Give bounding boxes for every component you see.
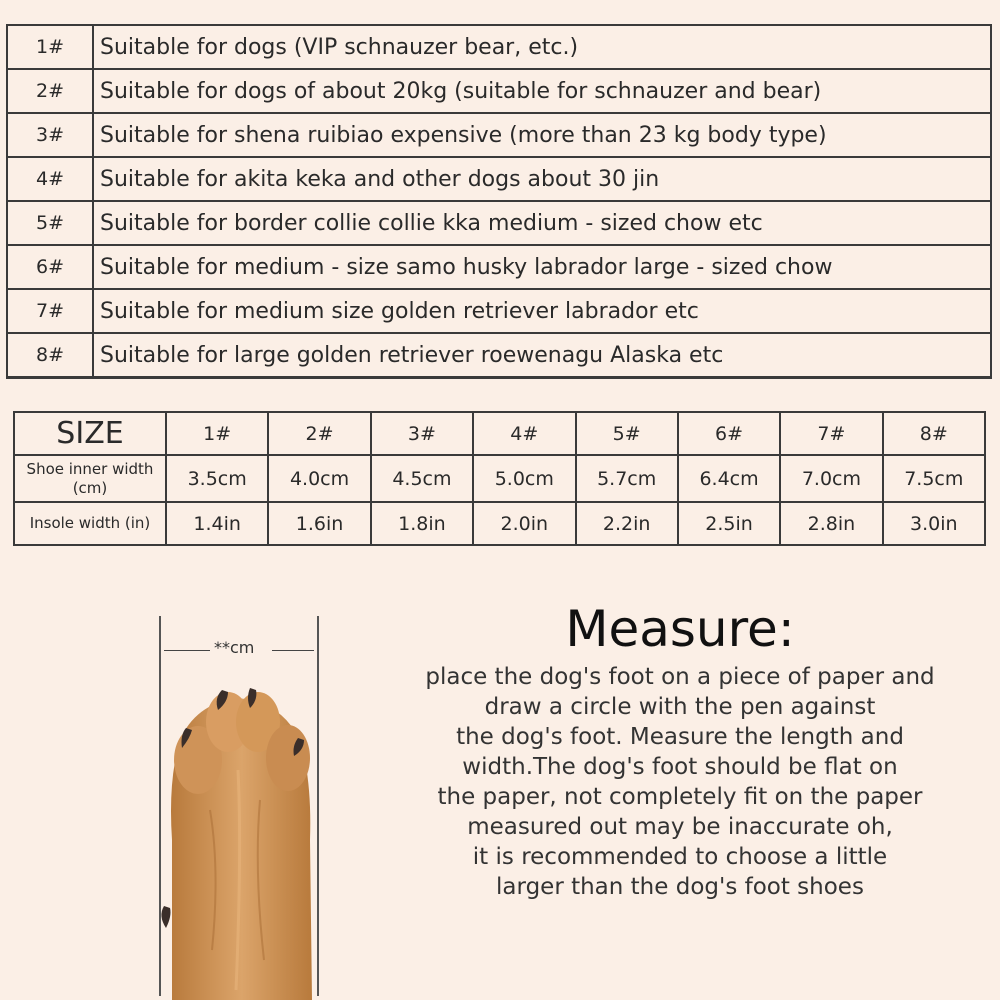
shoe-inner-width-cell: 7.5cm — [883, 455, 985, 502]
insole-width-cell: 1.6in — [268, 502, 370, 545]
table-row — [7, 201, 991, 245]
dog-paw-image — [150, 610, 330, 1000]
instruction-line: the dog's foot. Measure the length and — [456, 724, 904, 750]
size-number: 2# — [7, 69, 93, 113]
insole-width-cell: 2.0in — [473, 502, 575, 545]
instruction-line: place the dog's foot on a piece of paper and — [425, 664, 935, 690]
size-header-cell: 4# — [473, 412, 575, 455]
size-description: Suitable for akita keka and other dogs about 30 jin — [93, 157, 991, 201]
paw-illustration — [150, 610, 330, 1000]
shoe-inner-width-cell: 4.0cm — [268, 455, 370, 502]
instruction-line: measured out may be inaccurate oh, — [467, 814, 893, 840]
insole-width-cell: 3.0in — [883, 502, 985, 545]
size-header-cell: 8# — [883, 412, 985, 455]
size-number: 1# — [7, 25, 93, 69]
insole-width-cell: 2.8in — [780, 502, 882, 545]
insole-width-cell: 2.2in — [576, 502, 678, 545]
shoe-inner-width-cell: 7.0cm — [780, 455, 882, 502]
size-number: 6# — [7, 245, 93, 289]
size-header-cell: 2# — [268, 412, 370, 455]
shoe-inner-width-label: Shoe inner width (cm) — [14, 455, 166, 502]
instruction-line: width.The dog's foot should be flat on — [462, 754, 898, 780]
table-row — [7, 25, 991, 69]
shoe-inner-width-row — [14, 455, 985, 502]
insole-width-cell: 1.8in — [371, 502, 473, 545]
shoe-inner-width-cell: 4.5cm — [371, 455, 473, 502]
size-header-cell: 5# — [576, 412, 678, 455]
instruction-line: draw a circle with the pen against — [484, 694, 876, 720]
insole-width-label: Insole width (in) — [14, 502, 166, 545]
size-number: 3# — [7, 113, 93, 157]
size-description: Suitable for dogs (VIP schnauzer bear, etc.) — [93, 25, 991, 69]
table-row — [7, 333, 991, 378]
size-description: Suitable for dogs of about 20kg (suitable for schnauzer and bear) — [93, 69, 991, 113]
size-header-cell: 7# — [780, 412, 882, 455]
shoe-inner-width-cell: 5.7cm — [576, 455, 678, 502]
size-description: Suitable for shena ruibiao expensive (more than 23 kg body type) — [93, 113, 991, 157]
instruction-line: it is recommended to choose a little — [472, 844, 888, 870]
measure-instructions — [405, 662, 955, 902]
table-row — [7, 157, 991, 201]
size-number: 5# — [7, 201, 93, 245]
measure-width-label: **cm — [214, 638, 255, 657]
size-header-row — [14, 412, 985, 455]
size-number: 7# — [7, 289, 93, 333]
size-header-cell: 1# — [166, 412, 268, 455]
size-header-cell: 6# — [678, 412, 780, 455]
insole-width-cell: 2.5in — [678, 502, 780, 545]
shoe-inner-width-cell: 5.0cm — [473, 455, 575, 502]
instruction-line: the paper, not completely fit on the paper — [437, 784, 923, 810]
table-row — [7, 113, 991, 157]
table-row — [7, 69, 991, 113]
suitability-table — [6, 24, 992, 379]
size-number: 8# — [7, 333, 93, 378]
size-header-label: SIZE — [14, 412, 166, 455]
size-number: 4# — [7, 157, 93, 201]
insole-width-row — [14, 502, 985, 545]
shoe-inner-width-cell: 3.5cm — [166, 455, 268, 502]
shoe-inner-width-cell: 6.4cm — [678, 455, 780, 502]
instruction-line: larger than the dog's foot shoes — [496, 874, 864, 900]
table-row — [7, 289, 991, 333]
insole-width-cell: 1.4in — [166, 502, 268, 545]
size-chart-table — [13, 411, 986, 546]
table-row — [7, 245, 991, 289]
measure-title: Measure: — [565, 600, 795, 658]
size-description: Suitable for border collie collie kka medium - sized chow etc — [93, 201, 991, 245]
size-description: Suitable for medium - size samo husky labrador large - sized chow — [93, 245, 991, 289]
size-description: Suitable for medium size golden retriever labrador etc — [93, 289, 991, 333]
size-description: Suitable for large golden retriever roewenagu Alaska etc — [93, 333, 991, 378]
size-header-cell: 3# — [371, 412, 473, 455]
